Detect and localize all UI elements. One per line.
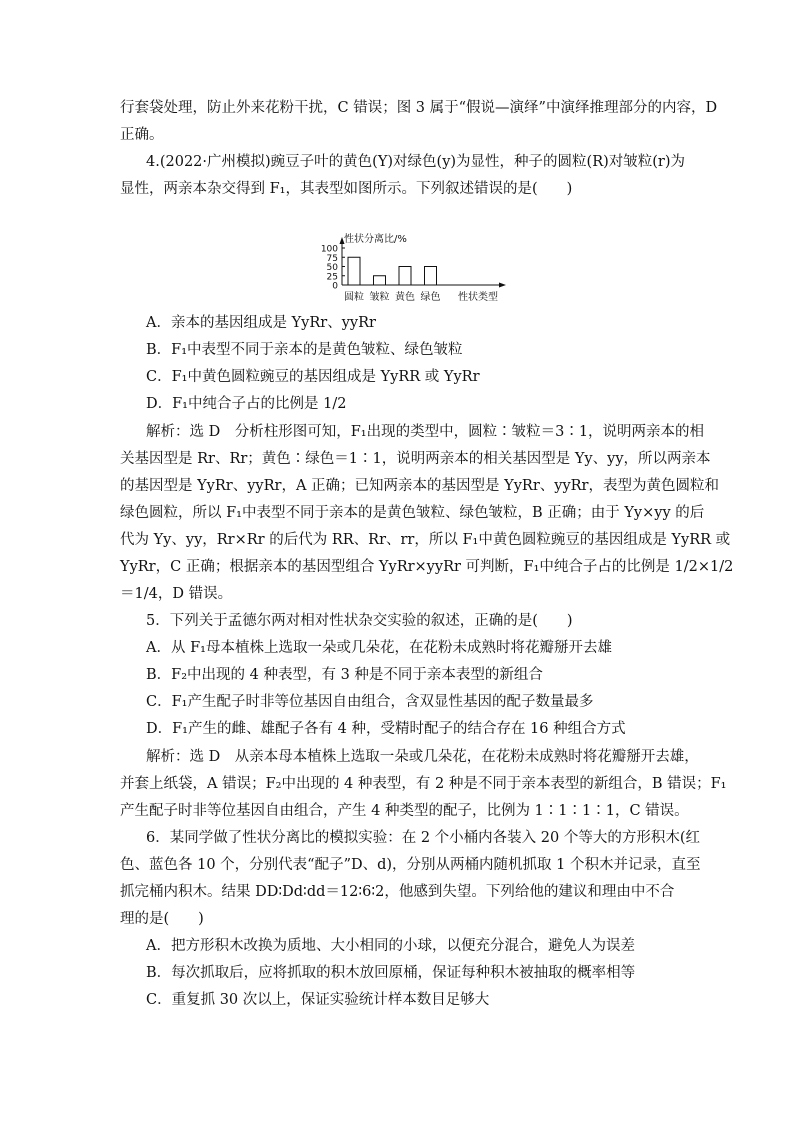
analysis-4: 绿色圆粒，所以 F₁中表型不同于亲本的是黄色皱粒、绿色皱粒，B 正确；由于 Yy×yy 的后 [120, 505, 705, 521]
bar-2 [374, 276, 386, 285]
option-d: D．F₁产生的雌、雄配子各有 4 种，受精时配子的结合存在 16 种组合方式 [146, 721, 626, 737]
analysis-4: 的基因型是 YyRr、yyRr，A 正确；已知两亲本的基因型是 YyRr、yyRr，表型为黄色圆粒和 [120, 478, 719, 494]
bar-4 [425, 267, 437, 286]
option-c: C．重复抓 30 次以上，保证实验统计样本数目足够大 [146, 992, 490, 1008]
option-b: B．F₁中表型不同于亲本的是黄色皱粒、绿色皱粒 [146, 342, 463, 358]
question-6-stem: 6．某同学做了性状分离比的模拟实验：在 2 个小桶内各装入 20 个等大的方形积木(红 [146, 830, 700, 846]
y-tick-label: 0 [332, 281, 338, 292]
text-line: 行套袋处理，防止外来花粉干扰，C 错误；图 3 属于“假说—演绎”中演绎推理部分的内容，D [120, 100, 718, 116]
y-tick-label: 25 [326, 272, 338, 283]
option-a: A．亲本的基因组成是 YyRr、yyRr [146, 315, 376, 331]
analysis-4: ＝1/4，D 错误。 [120, 586, 233, 602]
question-4-stem: 4.(2022·广州模拟)豌豆子叶的黄色(Y)对绿色(y)为显性，种子的圆粒(R)对皱粒(r)为 [146, 154, 686, 170]
analysis-4: 解析：选 D 分析柱形图可知，F₁出现的类型中，圆粒∶皱粒＝3∶1，说明两亲本的相 [146, 424, 705, 440]
question-6-stem: 色、蓝色各 10 个，分别代表“配子”D、d)，分别从两桶内随机抓取 1 个积木并记录，直至 [120, 857, 701, 873]
bar-3 [399, 267, 411, 286]
bar-1 [348, 257, 360, 285]
x-tick-label: 黄色 [395, 292, 415, 303]
question-6-stem: 抓完桶内积木。结果 DD∶Dd∶dd＝12∶6∶2，他感到失望。下列给他的建议和理由中不合 [120, 884, 675, 900]
option-a: A．从 F₁母本植株上选取一朵或几朵花，在花粉未成熟时将花瓣掰开去雄 [146, 640, 612, 656]
question-6-stem: 理的是( ) [120, 911, 204, 927]
y-tick-label: 100 [320, 244, 338, 255]
question-4-stem: 显性，两亲本杂交得到 F₁，其表型如图所示。下列叙述错误的是( ) [120, 181, 573, 197]
analysis-4: 关基因型是 Rr、Rr；黄色∶绿色＝1∶1，说明两亲本的相关基因型是 Yy、yy，所以两亲本 [120, 451, 711, 467]
bars [348, 257, 437, 285]
question-5-stem: 5．下列关于孟德尔两对相对性状杂交实验的叙述，正确的是( ) [146, 613, 573, 629]
analysis-5: 解析：选 D 从亲本母本植株上选取一朵或几朵花，在花粉未成熟时将花瓣掰开去雄， [146, 749, 699, 765]
x-ticks [344, 290, 441, 303]
x-axis-arrow [499, 283, 506, 288]
x-tick-label: 绿色 [420, 292, 441, 303]
option-b: B．F₂中出现的 4 种表型，有 3 种是不同于亲本表型的新组合 [146, 667, 543, 683]
bar-chart [320, 233, 520, 308]
option-a: A．把方形积木改换为质地、大小相同的小球，以便充分混合，避免人为误差 [146, 938, 635, 954]
x-tick-label: 圆粒 [344, 292, 364, 303]
analysis-5: 产生配子时非等位基因自由组合，产生 4 种类型的配子，比例为 1∶1∶1∶1，C 错误。 [120, 803, 689, 819]
y-axis-label: 性状分离比/% [344, 234, 407, 245]
text-line: 正确。 [120, 127, 164, 143]
analysis-4: 代为 Yy、yy，Rr×Rr 的后代为 RR、Rr、rr，所以 F₁中黄色圆粒豌豆的基因组成是 YyRR 或 [120, 532, 731, 548]
y-tick-label: 75 [326, 253, 338, 264]
option-c: C．F₁中黄色圆粒豌豆的基因组成是 YyRR 或 YyRr [146, 369, 480, 385]
analysis-5: 并套上纸袋，A 错误；F₂中出现的 4 种表型，有 2 种是不同于亲本表型的新组合，B 错误；F₁ [120, 776, 727, 792]
x-axis-label: 性状类型 [458, 292, 498, 303]
x-tick-label: 皱粒 [369, 292, 390, 303]
y-ticks [321, 245, 345, 292]
y-tick-label: 50 [326, 263, 338, 273]
analysis-4: YyRr，C 正确；根据亲本的基因型组合 YyRr×yyRr 可判断，F₁中纯合子占的比例是 1/2×1/2 [120, 559, 734, 575]
option-b: B．每次抓取后，应将抓取的积木放回原桶，保证每种积木被抽取的概率相等 [146, 965, 636, 981]
option-c: C．F₁产生配子时非等位基因自由组合，含双显性基因的配子数量最多 [146, 694, 594, 710]
option-d: D．F₁中纯合子占的比例是 1/2 [146, 396, 347, 412]
